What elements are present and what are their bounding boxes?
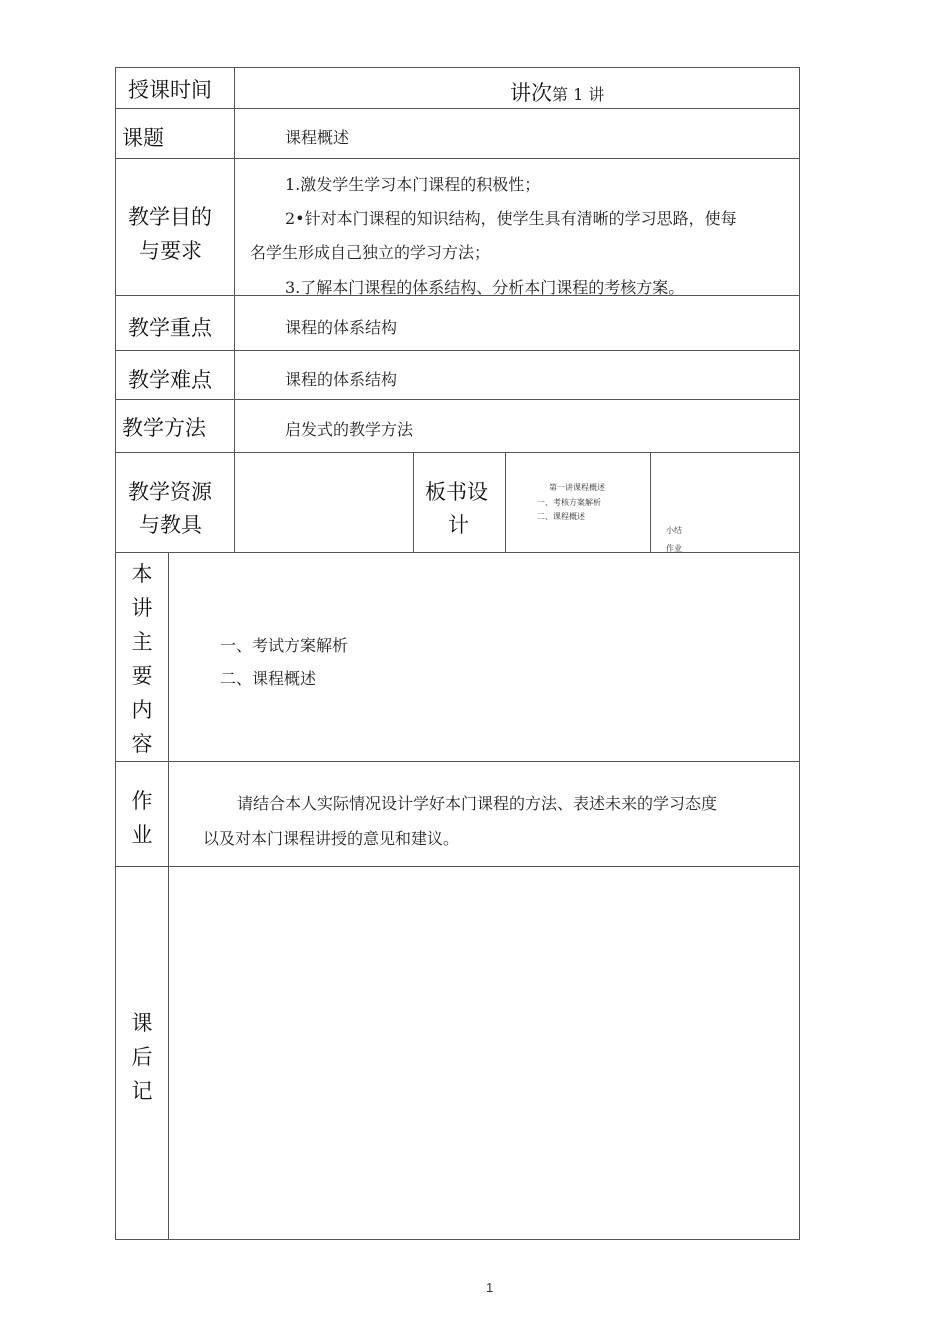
- label-lecture: 讲次: [510, 81, 552, 105]
- lecture-value: 第 1 讲: [552, 85, 605, 104]
- difficulties-value: 课程的体系结构: [285, 370, 398, 389]
- column-divider: [650, 452, 651, 553]
- table-border-top: [115, 67, 800, 68]
- label-resources-1: 教学资源: [128, 480, 212, 504]
- row-divider: [115, 552, 800, 553]
- label-char: 内: [131, 698, 153, 722]
- column-divider: [168, 552, 169, 1240]
- main-content-item-2: 二、课程概述: [220, 669, 317, 688]
- label-method: 教学方法: [122, 416, 206, 440]
- board-side-homework: 作业: [666, 544, 682, 553]
- label-difficulties: 教学难点: [128, 368, 212, 392]
- row-divider: [115, 108, 800, 109]
- label-class-time: 授课时间: [128, 78, 212, 102]
- label-char: 课: [131, 1011, 153, 1035]
- homework-line-2: 以及对本门课程讲授的意见和建议。: [203, 829, 460, 848]
- page-number: 1: [486, 1280, 494, 1295]
- row-divider: [115, 158, 800, 159]
- column-divider: [234, 67, 235, 553]
- label-char: 后: [131, 1045, 153, 1069]
- objective-2a: 2•针对本门课程的知识结构，使学生具有清晰的学习思路，使每: [285, 209, 737, 228]
- label-board-1: 板书设: [425, 480, 488, 504]
- board-item-1: 一、考核方案解析: [537, 498, 601, 507]
- board-title: 第一讲课程概述: [549, 483, 605, 492]
- label-key-points: 教学重点: [128, 316, 212, 340]
- label-char: 业: [131, 823, 153, 847]
- table-border-right: [799, 67, 800, 1240]
- label-main-content: [127, 557, 157, 761]
- board-side-summary: 小结: [666, 526, 682, 535]
- label-board-2: 计: [448, 513, 469, 537]
- label-topic: 课题: [122, 126, 164, 150]
- label-char: 容: [131, 732, 153, 756]
- column-divider: [505, 452, 506, 553]
- objective-3: 3.了解本门课程的体系结构、分析本门课程的考核方案。: [285, 278, 685, 297]
- table-border-left: [115, 67, 116, 1240]
- label-resources-2: 与教具: [139, 513, 202, 537]
- label-reflection: [127, 1006, 157, 1108]
- label-char: 作: [131, 789, 153, 813]
- main-content-item-1: 一、考试方案解析: [220, 636, 349, 655]
- label-objectives-1: 教学目的: [128, 205, 212, 229]
- label-objectives-2: 与要求: [139, 239, 202, 263]
- lecture-number: [510, 77, 604, 107]
- objective-1: 1.激发学生学习本门课程的积极性；: [285, 175, 541, 194]
- row-divider: [115, 350, 800, 351]
- row-divider: [115, 866, 800, 867]
- objective-2b: 名学生形成自己独立的学习方法；: [250, 243, 491, 262]
- row-divider: [115, 452, 800, 453]
- label-char: 要: [131, 664, 153, 688]
- board-item-2: 二、课程概述: [537, 512, 585, 521]
- topic-value: 课程概述: [285, 128, 350, 147]
- method-value: 启发式的教学方法: [285, 420, 414, 439]
- table-border-bottom: [115, 1239, 800, 1240]
- key-points-value: 课程的体系结构: [285, 318, 398, 337]
- row-divider: [115, 399, 800, 400]
- label-char: 本: [131, 562, 153, 586]
- label-char: 主: [131, 630, 153, 654]
- column-divider: [413, 452, 414, 553]
- row-divider: [115, 761, 800, 762]
- homework-line-1: 请结合本人实际情况设计学好本门课程的方法、表述未来的学习态度: [237, 794, 718, 813]
- label-char: 讲: [131, 596, 153, 620]
- label-char: 记: [131, 1079, 153, 1103]
- label-homework: [127, 784, 157, 852]
